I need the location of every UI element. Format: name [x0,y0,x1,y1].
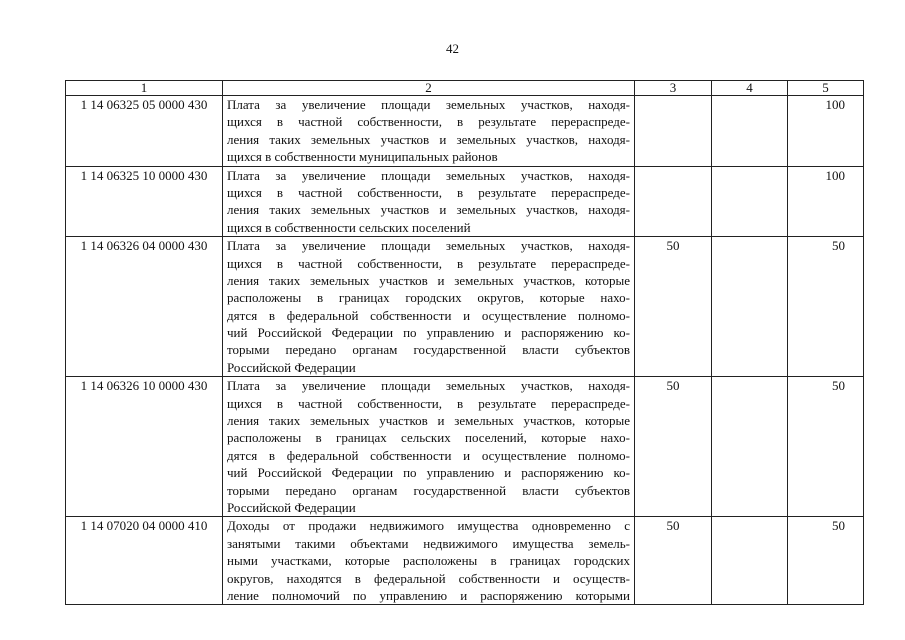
description-line: ления таких земельных участков и земельных участков, находя- [227,131,630,147]
revenue-code-cell: 1 14 06326 10 0000 430 [66,377,223,517]
value-cell-col3: 50 [635,377,712,517]
header-col-2: 2 [223,81,635,96]
description-line: расположены в границах сельских поселений, которые нахо- [227,430,630,446]
page-number: 42 [446,41,459,56]
description-line: Плата за увеличение площади земельных участков, находя- [227,378,630,394]
header-col-4: 4 [712,81,788,96]
header-col-1: 1 [66,81,223,96]
table-row [66,377,864,517]
description-line: ными участками, которые расположены в границах городских [227,553,630,569]
description-line: торыми передано органам государственной власти субъектов [227,342,630,358]
description-line: щихся в частной собственности, в результате перераспреде- [227,114,630,130]
description-line: щихся в собственности сельских поселений [227,219,471,235]
value-cell-col4 [712,377,788,517]
value-cell-col5: 100 [788,96,864,167]
description-line: ления таких земельных участков и земельных участков, которые [227,413,630,429]
value-cell-col5: 50 [788,517,864,605]
description-cell [223,237,635,377]
description-line: ления таких земельных участков и земельных участков, которые [227,272,630,288]
description-line: дятся в федеральной собственности и осуществление полномо- [227,447,630,463]
value-cell-col3 [635,166,712,237]
value-cell-col5: 50 [788,237,864,377]
revenue-code-cell: 1 14 06326 04 0000 430 [66,237,223,377]
description-line: занятыми такими объектами недвижимого имущества земель- [227,535,630,551]
description-line: Плата за увеличение площади земельных участков, находя- [227,167,630,183]
value-cell-col3: 50 [635,237,712,377]
description-cell [223,517,635,605]
description-line: чий Российской Федерации по управлению и распоряжению ко- [227,465,630,481]
description-cell [223,377,635,517]
value-cell-col5: 50 [788,377,864,517]
description-line: Плата за увеличение площади земельных участков, находя- [227,97,630,112]
table-row [66,166,864,237]
value-cell-col3 [635,96,712,167]
description-line: щихся в собственности муниципальных районов [227,149,498,165]
description-cell [223,96,635,167]
description-line: чий Российской Федерации по управлению и распоряжению ко- [227,325,630,341]
description-line: расположены в границах городских округов, которые нахо- [227,290,630,306]
description-cell [223,166,635,237]
table-header-row [66,81,864,96]
revenue-code-cell: 1 14 06325 10 0000 430 [66,166,223,237]
description-line: Российской Федерации [227,359,356,375]
description-line: Доходы от продажи недвижимого имущества одновременно с [227,518,630,534]
header-col-3: 3 [635,81,712,96]
value-cell-col4 [712,517,788,605]
value-cell-col4 [712,166,788,237]
value-cell-col3: 50 [635,517,712,605]
description-line: щихся в частной собственности, в результате перераспреде- [227,255,630,271]
description-line: Плата за увеличение площади земельных участков, находя- [227,238,630,254]
revenue-code-cell: 1 14 07020 04 0000 410 [66,517,223,605]
revenue-code-cell: 1 14 06325 05 0000 430 [66,96,223,167]
value-cell-col5: 100 [788,166,864,237]
revenue-code-table [65,80,864,605]
table-row [66,237,864,377]
description-line: торыми передано органам государственной власти субъектов [227,482,630,498]
description-line: щихся в частной собственности, в результате перераспреде- [227,184,630,200]
table-row [66,96,864,167]
value-cell-col4 [712,96,788,167]
description-line: округов, находятся в федеральной собственности и осуществ- [227,570,630,586]
description-line: Российской Федерации [227,499,356,515]
description-line: дятся в федеральной собственности и осуществление полномо- [227,307,630,323]
description-line: щихся в частной собственности, в результате перераспреде- [227,395,630,411]
value-cell-col4 [712,237,788,377]
description-line: ление полномочий по управлению и распоряжению которыми [227,587,630,603]
table-row [66,517,864,605]
description-line: ления таких земельных участков и земельных участков, находя- [227,202,630,218]
header-col-5: 5 [788,81,864,96]
